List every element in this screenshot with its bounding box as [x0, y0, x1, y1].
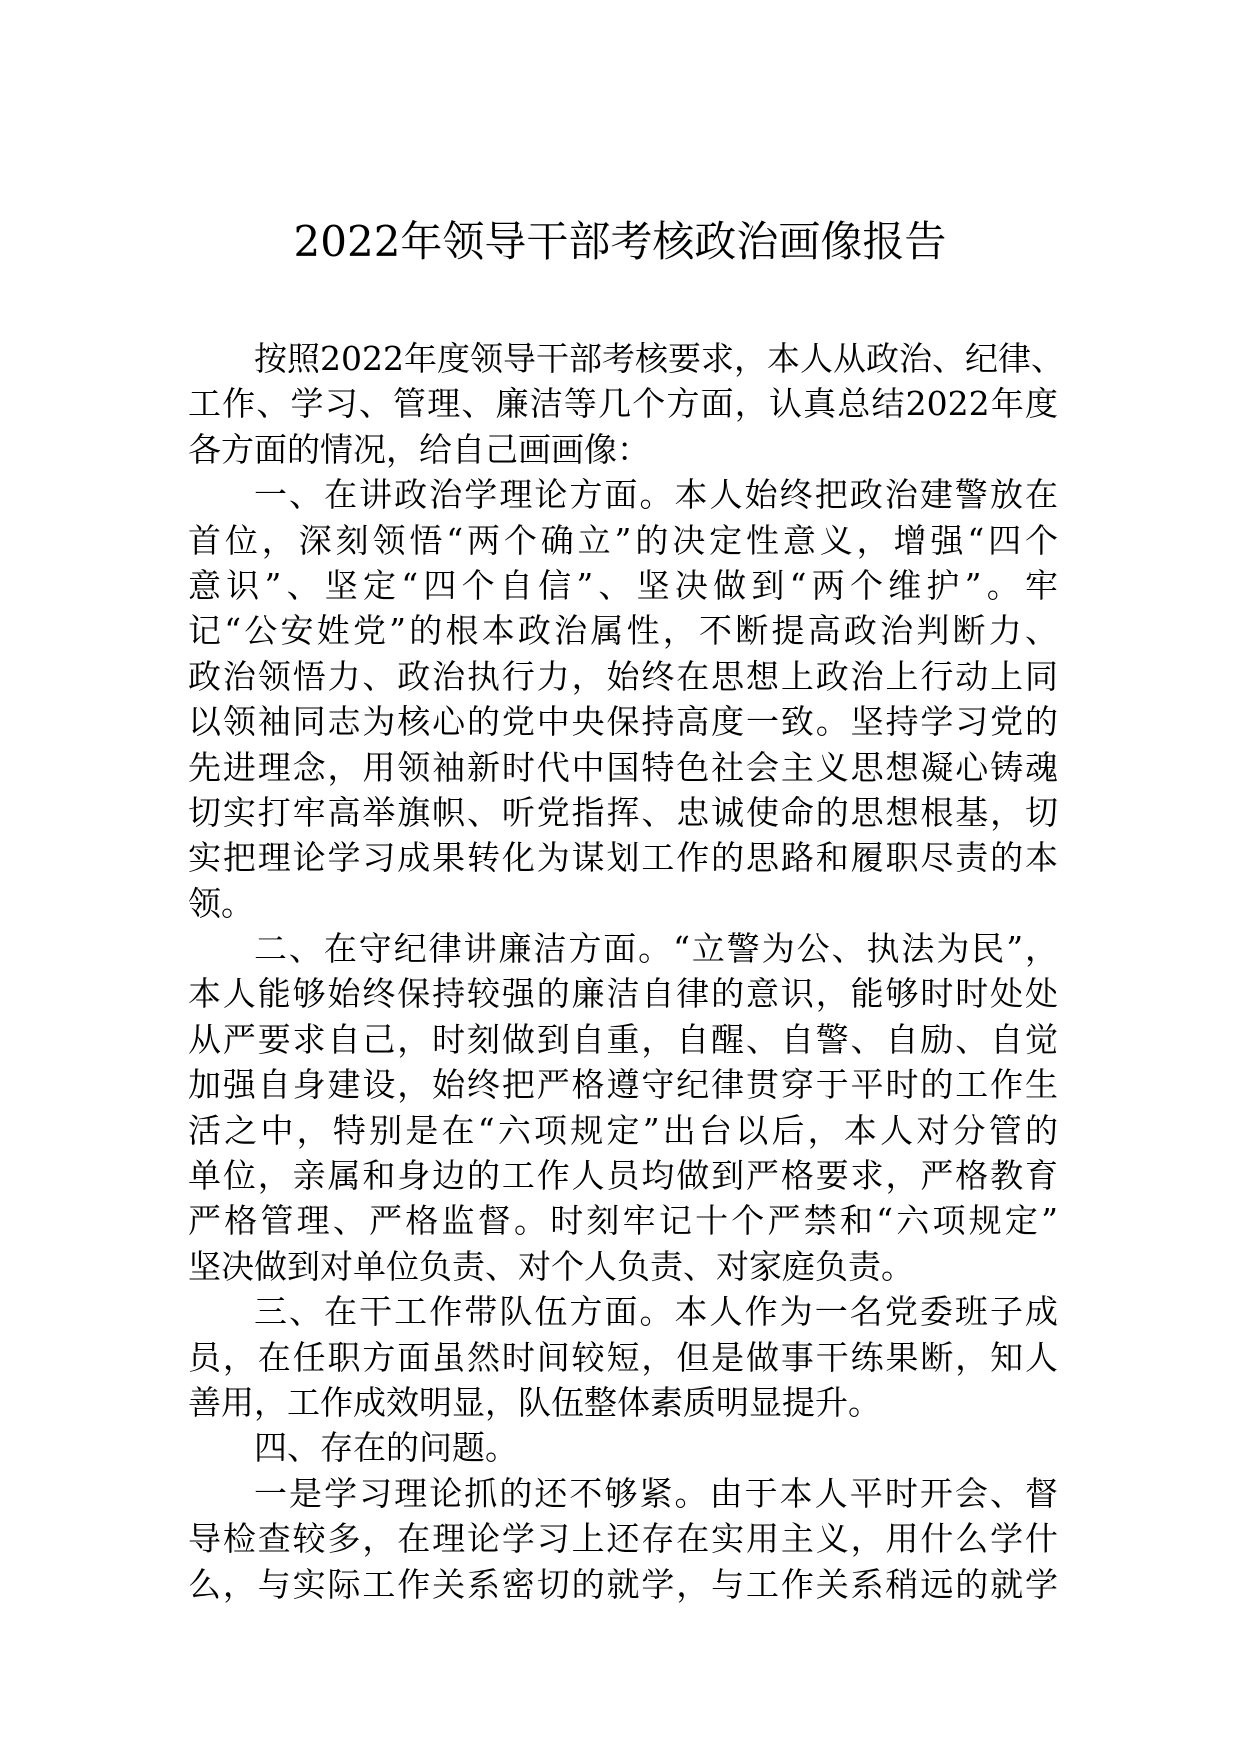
paragraph-line: 切实打牢高举旗帜、听党指挥、忠诚使命的思想根基，切	[188, 792, 1058, 832]
paragraph-line: 严格管理、严格监督。时刻牢记十个严禁和“六项规定”	[188, 1201, 1058, 1241]
paragraph-line: 本人能够始终保持较强的廉洁自律的意识，能够时时处处	[188, 974, 1058, 1014]
section-heading: 四、存在的问题。	[254, 1428, 518, 1468]
paragraph-line: 么，与实际工作关系密切的就学，与工作关系稍远的就学	[188, 1564, 1058, 1604]
paragraph-line: 领。	[188, 883, 254, 923]
paragraph-line: 善用，工作成效明显，队伍整体素质明显提升。	[188, 1382, 881, 1422]
paragraph-line: 记“公安姓党”的根本政治属性，不断提高政治判断力、	[188, 611, 1058, 651]
paragraph-line: 首位，深刻领悟“两个确立”的决定性意义，增强“四个	[188, 520, 1058, 560]
paragraph-line: 加强自身建设，始终把严格遵守纪律贯穿于平时的工作生	[188, 1065, 1058, 1105]
paragraph-line: 政治领悟力、政治执行力，始终在思想上政治上行动上同	[188, 656, 1058, 696]
paragraph-line: 工作、学习、管理、廉洁等几个方面，认真总结2022年度	[188, 384, 1058, 424]
paragraph-line: 员，在任职方面虽然时间较短，但是做事干练果断，知人	[188, 1337, 1058, 1377]
paragraph-line: 坚决做到对单位负责、对个人负责、对家庭负责。	[188, 1246, 914, 1286]
paragraph-line: 按照2022年度领导干部考核要求，本人从政治、纪律、	[254, 339, 1064, 378]
paragraph-line: 一是学习理论抓的还不够紧。由于本人平时开会、督	[254, 1473, 1058, 1513]
paragraph-line: 以领袖同志为核心的党中央保持高度一致。坚持学习党的	[188, 702, 1058, 742]
paragraph-line: 一、在讲政治学理论方面。本人始终把政治建警放在	[254, 475, 1058, 515]
paragraph-line: 二、在守纪律讲廉洁方面。“立警为公、执法为民”，	[254, 929, 1058, 969]
document-body	[188, 336, 1064, 1607]
document-title: 2022年领导干部考核政治画像报告	[293, 217, 947, 266]
paragraph-line: 实把理论学习成果转化为谋划工作的思路和履职尽责的本	[188, 838, 1058, 878]
paragraph-line: 活之中，特别是在“六项规定”出台以后，本人对分管的	[188, 1110, 1058, 1150]
paragraph-line: 导检查较多，在理论学习上还存在实用主义，用什么学什	[188, 1519, 1058, 1559]
paragraph-line: 三、在干工作带队伍方面。本人作为一名党委班子成	[254, 1292, 1058, 1332]
paragraph-line: 先进理念，用领袖新时代中国特色社会主义思想凝心铸魂	[188, 747, 1058, 787]
paragraph-line: 意识”、坚定“四个自信”、坚决做到“两个维护”。牢	[188, 565, 1058, 605]
paragraph-line: 单位，亲属和身边的工作人员均做到严格要求，严格教育	[188, 1156, 1058, 1196]
paragraph-line: 各方面的情况，给自己画画像：	[188, 429, 650, 469]
paragraph-line: 从严要求自己，时刻做到自重，自醒、自警、自励、自觉	[188, 1019, 1058, 1059]
